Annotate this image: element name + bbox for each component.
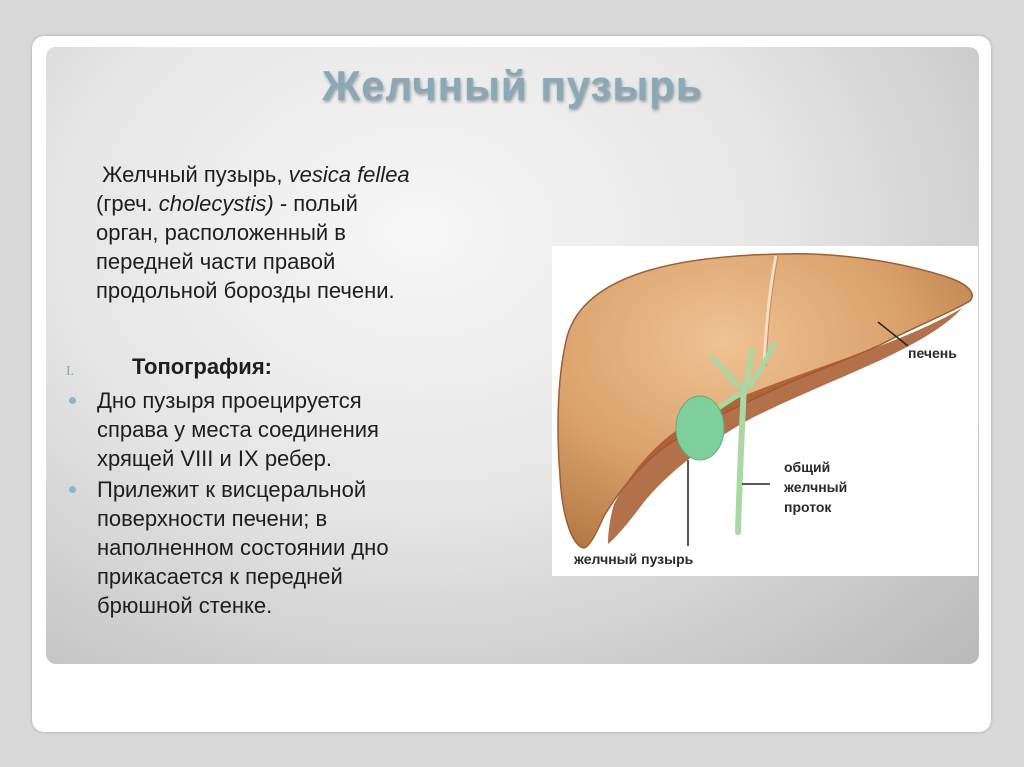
intro-line-5: продольной борозды печени. [96, 278, 395, 303]
slide-title: Желчный пузырь [322, 62, 703, 109]
topography-heading-row [66, 352, 526, 384]
topography-heading: Топография: [132, 354, 272, 379]
gallbladder-label: желчный пузырь [574, 551, 694, 567]
bullet-line: справа у места соединения [97, 417, 379, 442]
topography-section [66, 352, 526, 620]
bullet-dot-icon [69, 397, 76, 404]
intro-line-3: орган, расположенный в [96, 220, 346, 245]
liver-drawing [552, 246, 978, 576]
bullet-line: брюшной стенке. [97, 593, 273, 618]
intro-line-1: Желчный пузырь, vesica fellea [102, 162, 410, 187]
bullet-line: прикасается к передней [97, 564, 343, 589]
duct-label-line-1: общий [784, 459, 831, 475]
bullet-item [66, 386, 526, 473]
gallbladder-shape [676, 396, 724, 460]
roman-numeral: I. [66, 364, 75, 379]
bullet-line: Дно пузыря проецируется [97, 388, 362, 413]
bullet-dot-icon [69, 486, 76, 493]
duct-label-line-3: проток [784, 499, 832, 515]
duct-label-line-2: желчный [784, 479, 848, 495]
liver-label: печень [908, 345, 957, 361]
bullet-item [66, 475, 526, 620]
bullet-line: наполненном состоянии дно [97, 535, 389, 560]
liver-illustration [552, 246, 978, 576]
bullet-line: поверхности печени; в [97, 506, 328, 531]
intro-line-4: передней части правой [96, 249, 336, 274]
bullet-line: Прилежит к висцеральной [97, 477, 367, 502]
intro-paragraph [96, 160, 516, 305]
bullet-line: хрящей VIII и IX ребер. [97, 446, 332, 471]
intro-line-2: (греч. cholecystis) - полый [96, 191, 358, 216]
